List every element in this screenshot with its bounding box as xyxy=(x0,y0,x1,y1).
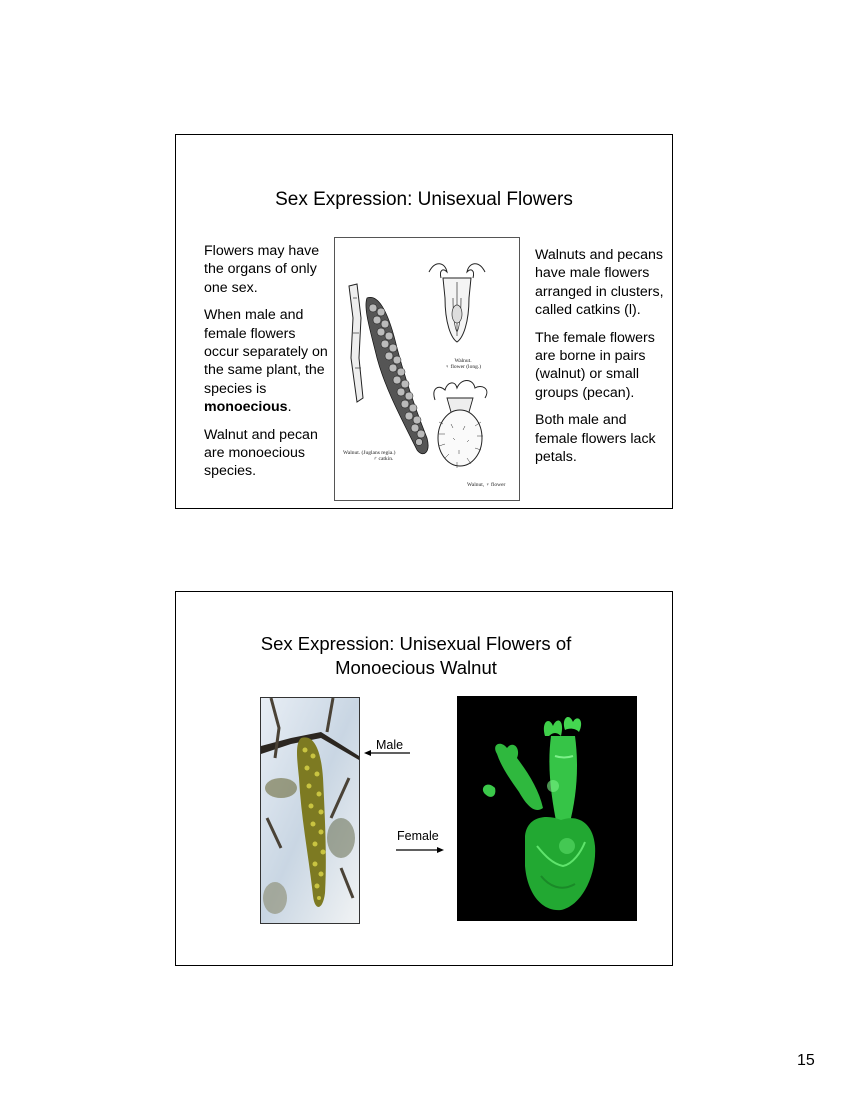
male-catkin-image xyxy=(261,698,359,923)
caption-flower-section: Walnut. ♀ flower (long.) xyxy=(445,358,482,370)
walnut-flowers-illustration xyxy=(334,237,520,501)
left-text-column xyxy=(204,242,332,490)
caption-catkin: Walnut. (Juglans regia.) ♂ catkin. xyxy=(343,450,396,462)
paragraph: The female flowers are borne in pairs (walnut) or small groups (pecan). xyxy=(535,329,655,401)
label-male: Male xyxy=(376,738,404,752)
slide-monoecious-walnut xyxy=(175,591,673,966)
paragraph: Both male and female flowers lack petals. xyxy=(535,412,656,466)
female-flower-image xyxy=(457,696,637,921)
arrow-right-icon xyxy=(396,845,444,855)
caption-female-flower: Walnut, ♀ flower xyxy=(467,482,506,488)
paragraph-monoecious: When male and female flowers occur separately on the same plant, the species is monoecious. xyxy=(204,307,328,416)
term-monoecious: monoecious xyxy=(204,399,288,416)
male-catkin-photo xyxy=(260,697,360,924)
female-flower-photo xyxy=(457,696,637,921)
paragraph: Flowers may have the organs of only one sex. xyxy=(204,243,320,296)
label-female: Female xyxy=(397,829,439,843)
right-text-column xyxy=(535,246,671,475)
slide-title: Sex Expression: Unisexual Flowers of Monoecious Walnut xyxy=(260,633,572,678)
slide-title: Sex Expression: Unisexual Flowers xyxy=(275,189,573,210)
paragraph: Walnut and pecan are monoecious species. xyxy=(204,426,318,480)
paragraph: Walnuts and pecans have male flowers arranged in clusters, called catkins (l). xyxy=(535,247,664,319)
arrow-left-icon xyxy=(364,748,412,758)
slide-unisexual-flowers xyxy=(175,134,673,509)
page-number: 15 xyxy=(797,1052,815,1069)
